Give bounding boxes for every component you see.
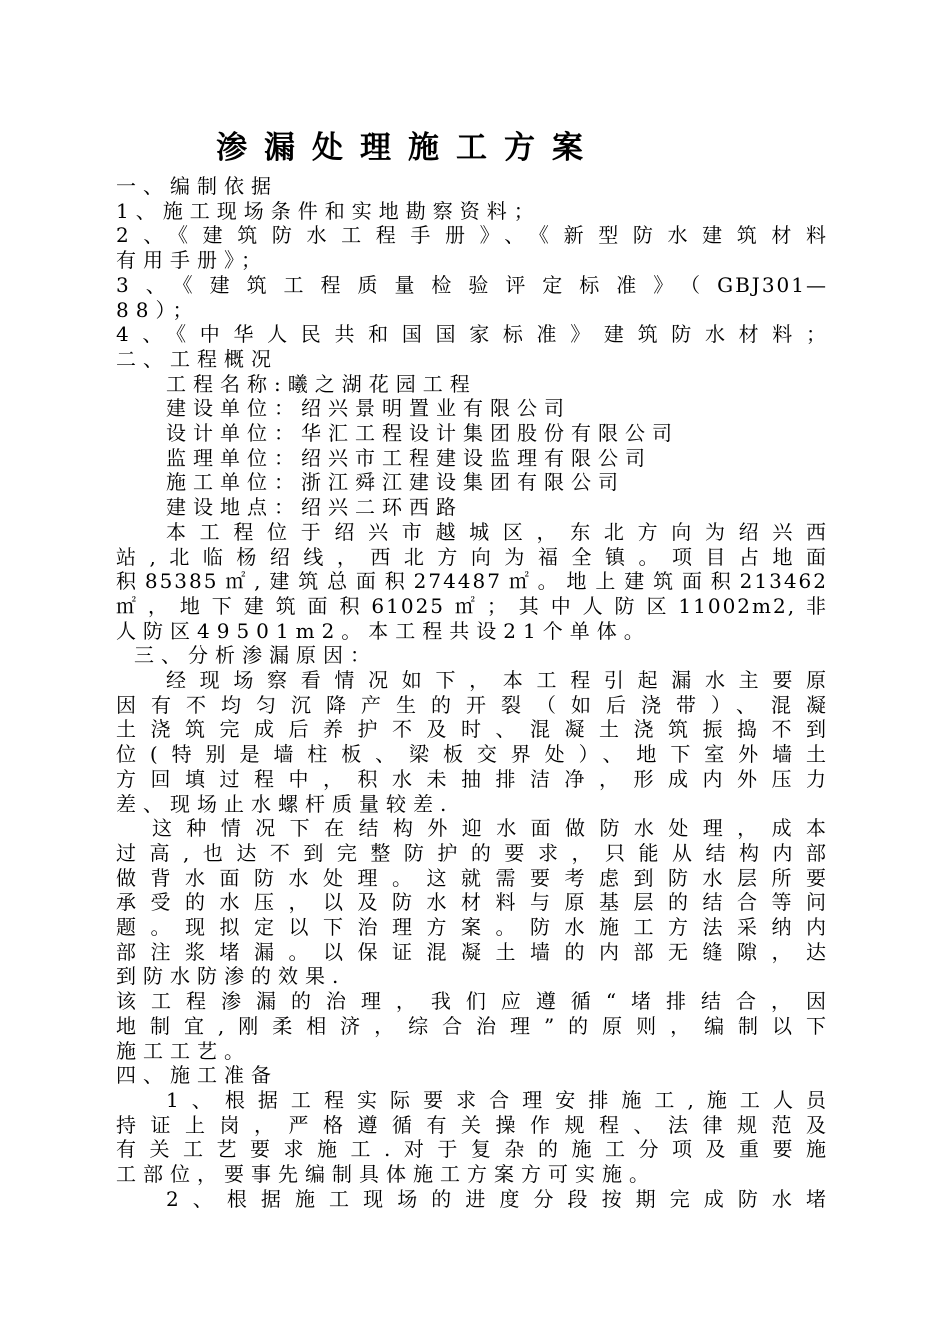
text-line: 本工程位于绍兴市越城区，东北方向为绍兴西 xyxy=(166,519,828,544)
text-line: 1、根据工程实际要求合理安排施工,施工人员 xyxy=(166,1087,828,1112)
text-line: 因有不均匀沉降产生的开裂（如后浇带）、混凝 xyxy=(116,692,828,717)
text-line: 施工工艺。 xyxy=(116,1038,251,1063)
text-line: 持证上岗，严格遵循有关操作规程、法律规范及 xyxy=(116,1112,828,1137)
text-line: 施工单位：浙江舜江建设集团有限公司 xyxy=(166,470,625,495)
text-line: 方回填过程中，积水未抽排洁净，形成内外压力 xyxy=(116,766,828,791)
text-line: 4、《中华人民共和国国家标准》建筑防水材料； xyxy=(116,322,828,347)
text-line: 题。现拟定以下治理方案。防水施工方法采纳内 xyxy=(116,915,828,939)
text-line: 二、工程概况 xyxy=(116,346,278,371)
text-line: 有用手册》； xyxy=(116,248,268,273)
text-line: 位(特别是墙柱板、梁板交界处）、地下室外墙土 xyxy=(116,742,828,767)
text-line: 站,北临杨绍线，西北方向为福全镇。项目占地面 xyxy=(116,544,828,569)
text-line: 这种情况下在结构外迎水面做防水处理，成本 xyxy=(152,816,828,841)
text-line: 建设地点：绍兴二环西路 xyxy=(166,495,463,520)
text-line: 工部位，要事先编制具体施工方案方可实施。 xyxy=(116,1162,656,1186)
text-line: ㎡，地下建筑面积61025㎡；其中人防区11002m2,非 xyxy=(116,593,828,618)
text-line: 该工程渗漏的治理，我们应遵循“堵排结合，因 xyxy=(116,989,828,1014)
text-line: 1、施工现场条件和实地勘察资料； xyxy=(116,198,541,223)
text-line: 积85385㎡,建筑总面积274487㎡。地上建筑面积213462 xyxy=(116,569,828,594)
text-line: 三、分析渗漏原因： xyxy=(134,643,377,668)
text-line: 差、现场止水螺杆质量较差. xyxy=(116,791,454,816)
text-line: 2、根据施工现场的进度分段按期完成防水堵 xyxy=(166,1186,828,1211)
text-line: 2、《建筑防水工程手册》、《新型防水建筑材料 xyxy=(116,223,828,248)
text-line: 土浇筑完成后养护不及时、混凝土浇筑振捣不到 xyxy=(116,717,828,742)
text-line: 人防区49501m2。本工程共设21个单体。 xyxy=(116,618,651,643)
text-line: 承受的水压，以及防水材料与原基层的结合等问 xyxy=(116,890,828,915)
text-line: 部注浆堵漏。以保证混凝土墙的内部无缝隙，达 xyxy=(116,939,828,964)
text-line: 88）； xyxy=(116,297,200,322)
text-line: 有关工艺要求施工.对于复杂的施工分项及重要施 xyxy=(116,1137,828,1162)
text-line: 到防水防渗的效果. xyxy=(116,964,346,989)
text-line: 四、施工准备 xyxy=(116,1063,278,1088)
text-line: 监理单位：绍兴市工程建设监理有限公司 xyxy=(166,445,652,470)
document-title: 渗漏处理施工方案 xyxy=(216,130,600,166)
text-line: 建设单位：绍兴景明置业有限公司 xyxy=(166,396,571,421)
text-line: 做背水面防水处理。这就需要考虑到防水层所要 xyxy=(116,865,828,890)
text-line: 设计单位：华汇工程设计集团股份有限公司 xyxy=(166,421,679,445)
text-line: 地制宜,刚柔相济，综合治理”的原则，编制以下 xyxy=(116,1013,828,1038)
text-line: 过高,也达不到完整防护的要求，只能从结构内部 xyxy=(116,840,828,865)
text-line: 一、编制依据 xyxy=(116,174,278,198)
text-line: 3、《建筑工程质量检验评定标准》（GBJ301— xyxy=(116,272,828,297)
text-line: 工程名称:曦之湖花园工程 xyxy=(166,371,477,396)
text-line: 经现场察看情况如下，本工程引起漏水主要原 xyxy=(166,668,828,692)
